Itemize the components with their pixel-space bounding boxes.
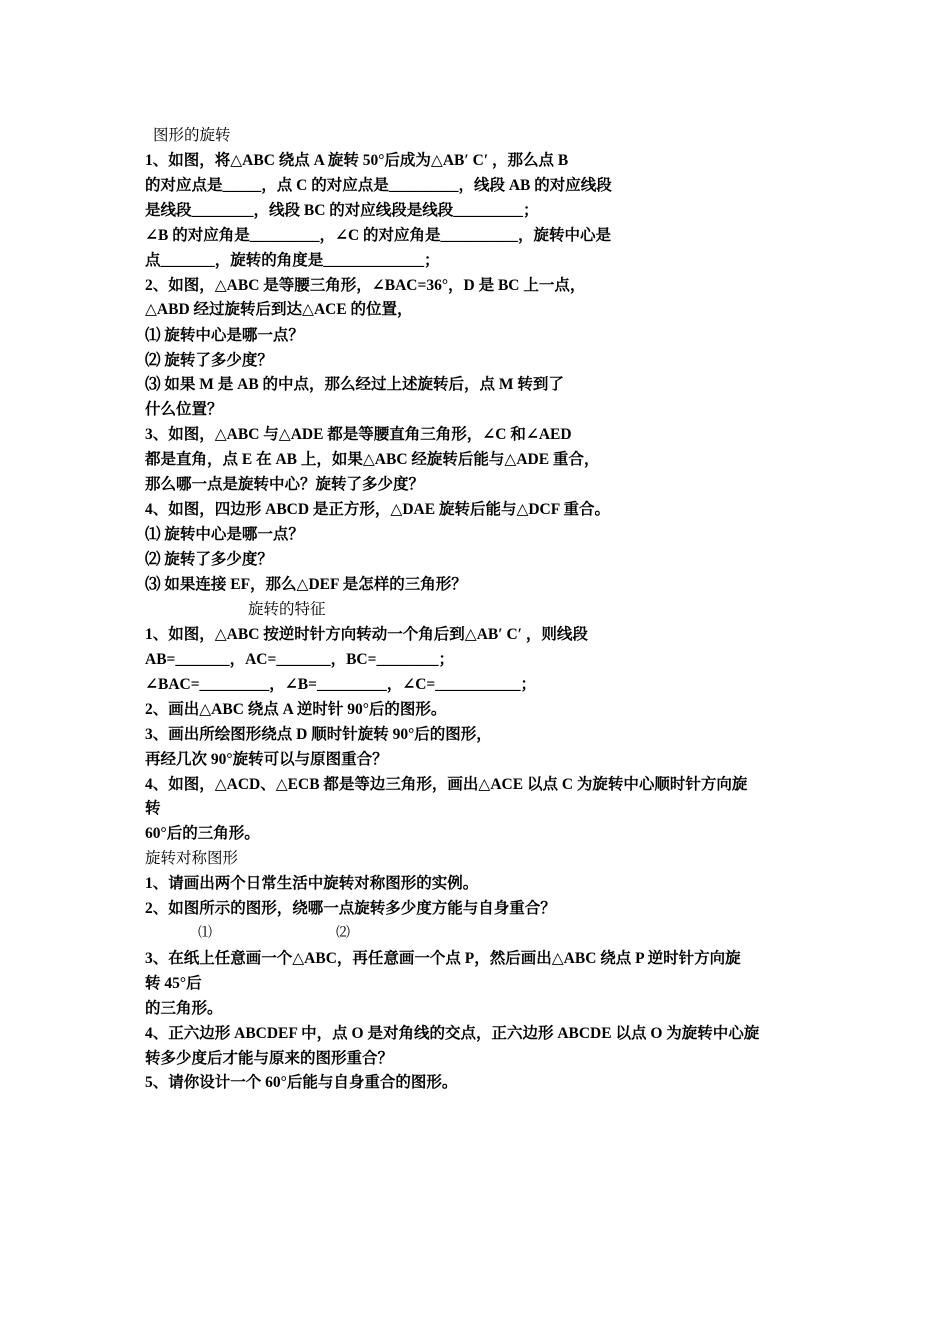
text-line: ∠BAC=_________，∠B=_________，∠C=___________； <box>145 676 536 693</box>
text-line: 都是直角，点 E 在 AB 上，如果△ABC 经旋转后能与△ADE 重合， <box>145 451 600 468</box>
text-line: 的三角形。 <box>145 1000 223 1017</box>
text-line: ⑴ 旋转中心是哪一点？ <box>145 526 304 543</box>
text-line: 再经几次 90°旋转可以与原图重合？ <box>145 751 388 768</box>
section-title-rotation: 图形的旋转 <box>153 127 231 144</box>
text-line: ⑵ 旋转了多少度？ <box>145 352 273 369</box>
text-line: 什么位置？ <box>145 401 223 418</box>
text-line: ⑵ 旋转了多少度？ <box>145 551 273 568</box>
text-line: 60°后的三角形。 <box>145 825 260 842</box>
text-line: 那么哪一点是旋转中心？旋转了多少度？ <box>145 476 425 493</box>
figure-label-2: ⑵ <box>336 926 350 941</box>
text-line: 5、请你设计一个 60°后能与自身重合的图形。 <box>145 1074 458 1091</box>
text-line: 的对应点是_____，点 C 的对应点是_________，线段 AB 的对应线段 <box>145 177 612 194</box>
figure-label-1: ⑴ <box>198 926 212 941</box>
text-line: △ABD 经过旋转后到达△ACE 的位置， <box>145 301 413 318</box>
text-line: ⑶ 如果连接 EF，那么△DEF 是怎样的三角形？ <box>145 576 467 593</box>
text-line: 4、如图，四边形 ABCD 是正方形，△DAE 旋转后能与△DCF 重合。 <box>145 501 611 518</box>
text-line: AB=_______，AC=_______，BC=________； <box>145 651 454 668</box>
text-line: 2、画出△ABC 绕点 A 逆时针 90°后的图形。 <box>145 701 447 718</box>
text-line: 转 45°后 <box>145 975 202 992</box>
text-line: 1、如图，△ABC 按逆时针方向转动一个角后到△AB′ C′ ，则线段 <box>145 626 588 643</box>
text-line: 转多少度后才能与原来的图形重合？ <box>145 1050 394 1067</box>
text-line: 2、如图所示的图形，绕哪一点旋转多少度方能与自身重合？ <box>145 900 556 917</box>
section-title-rotation-features: 旋转的特征 <box>248 601 326 618</box>
text-line: 3、如图，△ABC 与△ADE 都是等腰直角三角形，∠C 和∠AED <box>145 426 572 443</box>
text-line: ⑶ 如果 M 是 AB 的中点，那么经过上述旋转后，点 M 转到了 <box>145 376 564 393</box>
text-line: 3、在纸上任意画一个△ABC，再任意画一个点 P，然后画出△ABC 绕点 P 逆时针方向旋 <box>145 950 741 967</box>
section-title-rotational-symmetry: 旋转对称图形 <box>145 850 239 867</box>
text-line: 1、请画出两个日常生活中旋转对称图形的实例。 <box>145 875 479 892</box>
text-line: 2、如图，△ABC 是等腰三角形，∠BAC=36°，D 是 BC 上一点， <box>145 277 586 294</box>
text-line: 1、如图，将△ABC 绕点 A 旋转 50°后成为△AB′ C′ ，那么点 B <box>145 152 569 169</box>
text-line: 3、画出所绘图形绕点 D 顺时针旋转 90°后的图形， <box>145 726 492 743</box>
text-line: 4、正六边形 ABCDEF 中，点 O 是对角线的交点，正六边形 ABCDE 以点 O 为旋转中心旋 <box>145 1025 760 1042</box>
text-line: ∠B 的对应角是_________，∠C 的对应角是__________，旋转中心是 <box>145 227 612 244</box>
text-line: 转 <box>145 800 161 817</box>
text-line: 4、如图，△ACD、△ECB 都是等边三角形，画出△ACE 以点 C 为旋转中心顺时针方向旋 <box>145 776 748 793</box>
text-line: 是线段________，线段 BC 的对应线段是线段_________； <box>145 202 539 219</box>
text-line: ⑴ 旋转中心是哪一点？ <box>145 327 304 344</box>
text-line: 点_______，旋转的角度是_____________； <box>145 252 440 269</box>
